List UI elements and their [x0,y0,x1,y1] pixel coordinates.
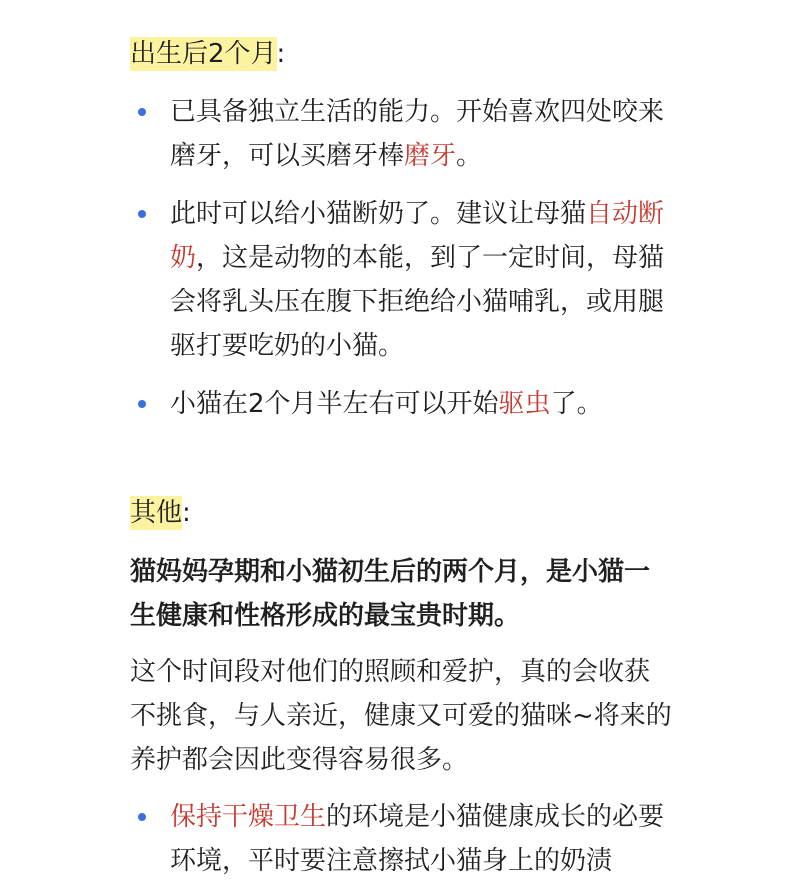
bullet-list-2-months [130,90,675,426]
item-text-end: ，这是动物的本能，到了一定时间，母猫会将乳头压在腹下拒绝给小猫哺乳，或用腿驱打要吃奶的小猫。 [170,243,665,361]
bullet-dot-icon [138,210,146,218]
link-auto-weaning[interactable]: 自动断奶 [170,199,665,273]
item-text-end: 。 [456,141,483,171]
item-text: 小猫在2个月半左右可以开始 [170,389,499,419]
item-text: 此时可以给小猫断奶了。建议让母猫 [170,199,587,229]
bullet-dot-icon [138,108,146,116]
heading-colon: : [276,39,286,69]
item-text-end: 的环境是小猫健康成长的必要环境，平时要注意擦拭小猫身上的奶渍 [170,802,665,876]
bullet-list-other [130,795,675,883]
link-deworming[interactable]: 驱虫 [498,389,551,419]
item-text-end: 了。 [550,389,603,419]
paragraph: 这个时间段对他们的照顾和爱护，真的会收获不挑食，与人亲近，健康又可爱的猫咪~将来的养护都会因此变得容易很多。 [130,657,672,775]
link-keep-dry[interactable]: 保持干燥卫生 [170,802,327,832]
bold-paragraph: 猫妈妈孕期和小猫初生后的两个月，是小猫一生健康和性格形成的最宝贵时期。 [130,557,651,631]
list-item [130,382,675,426]
heading-highlight: 出生后2个月 [130,39,277,69]
list-item [130,192,675,368]
item-text: 已具备独立生活的能力。开始喜欢四处咬来磨牙，可以买磨牙棒 [170,97,665,171]
list-item [130,90,675,178]
bullet-dot-icon [138,400,146,408]
heading-highlight: 其他 [130,498,183,528]
link-teething[interactable]: 磨牙 [404,141,457,171]
list-item [130,795,675,883]
section-heading-other [130,493,191,533]
bullet-dot-icon [138,813,146,821]
heading-colon: : [182,498,191,528]
section-heading-2-months [130,34,285,74]
